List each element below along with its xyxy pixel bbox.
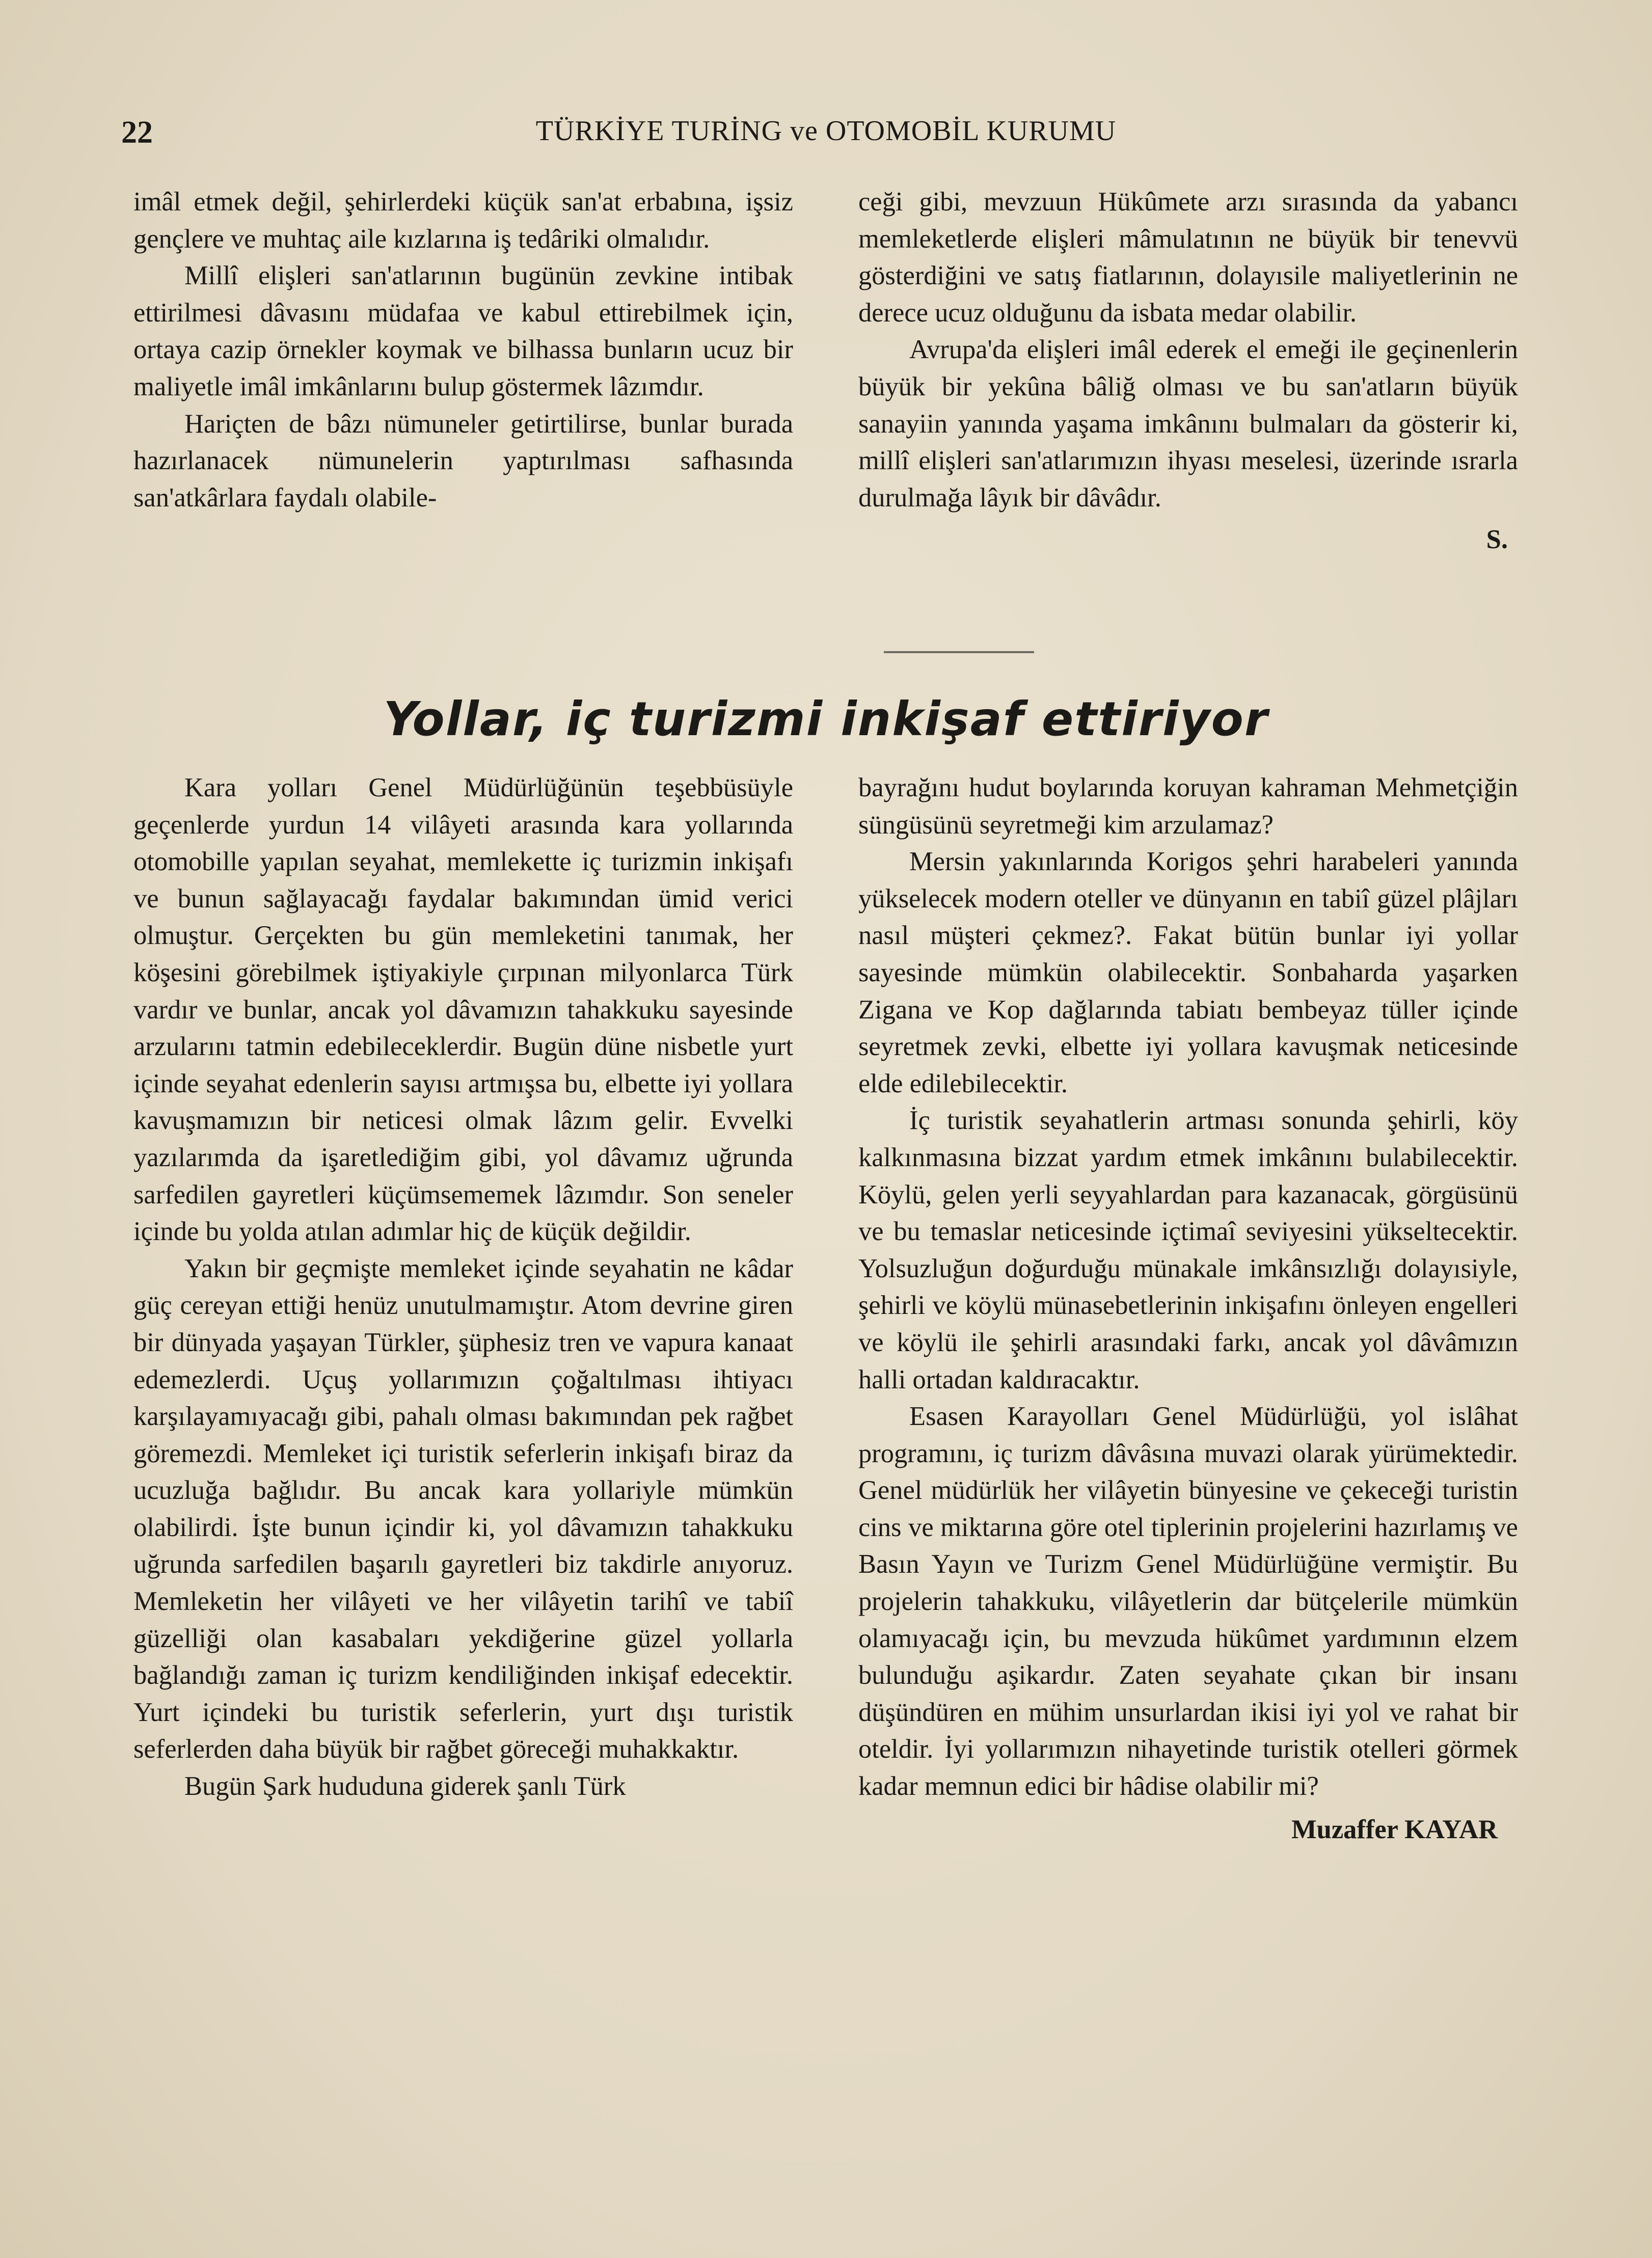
paragraph: Esasen Karayolları Genel Müdürlüğü, yol islâhat programını, iç turizm dâvâsına muvazi olarak yürümektedir. Genel müdürlük her vilâyetin bünyesine ve çekeceği turistin cins ve miktarına göre otel tiplerinin projelerini hazırlamış ve Basın Yayın ve Turizm Genel Müdürlüğüne vermiştir. Bu projelerin tahakkuku, vilâyetlerin dar bütçelerile mümkün olamıyacağı için, bu mevzuda hükûmet yardımının elzem bulunduğu aşikardır. Zaten seyahate çıkan bir insanı düşündüren en mühim unsurlardan ikisi iyi yol ve rahat bir oteldir. İyi yollarımızın nihayetinde turistik otelleri görmek kadar memnun edici bir hâdise olabilir mi? <box>858 1402 1518 1802</box>
paragraph: ceği gibi, mevzuun Hükûmete arzı sırasında da yabancı memleketlerde elişleri mâmulatının ne büyük bir tenevvü gösterdiğini ve satış fiatlarının, dolayısile maliyetlerinin ne derece ucuz olduğunu da isbata medar olabilir. <box>858 187 1518 328</box>
paragraph: Mersin yakınlarında Korigos şehri harabeleri yanında yükselecek modern oteller ve dünyanın en tabiî güzel plâjları nasıl müşteri çekmez?. Fakat bütün bunlar iyi yollar sayesinde mümkün olabilecektir. Sonbaharda yaşarken Zigana ve Kop dağlarında tabiatı bembeyaz tüller içinde seyretmek zevki, elbette iyi yollara kavuşmak neticesinde elde edilebilecektir. <box>858 847 1518 1098</box>
paragraph: Kara yolları Genel Müdürlüğünün teşebbüsüyle geçenlerde yurdun 14 vilâyeti arasında kara yollarında otomobille yapılan seyahat, memlekette iç turizmin inkişafı ve bunun sağlayacağı faydalar bakımından ümid verici olmuştur. Gerçekten bu gün memleketini tanımak, her köşesini görebilmek iştiyakiyle çırpınan milyonlarca Türk vardır ve bunlar, ancak yol dâvamızın tahakkuku sayesinde arzularını tatmin edebileceklerdir. Bugün düne nisbetle yurt içinde seyahat edenlerin sayısı artmışsa bu, elbette iyi yollara kavuşmamızın bir neticesi olmak lâzım gelir. Evvelki yazılarımda da işaretlediğim gibi, yol dâvamız uğrunda sarfedilen gayretleri küçümsememek lâzımdır. Son seneler içinde bu yolda atılan adımlar hiç de küçük değildir. <box>133 773 793 1247</box>
author-byline: Muzaffer KAYAR <box>1291 1814 1498 1844</box>
article-title: Yollar, iç turizmi inkişaf ettiriyor <box>383 692 1269 746</box>
paragraph: Avrupa'da elişleri imâl ederek el emeği ile geçinenlerin büyük bir yekûna bâliğ olması ve bu san'atların büyük sanayiin yanında yaşama imkânını bulmaları da gösterir ki, millî elişleri san'atlarımızın ihyası meselesi, üzerinde ısrarla durulmağa lâyık bir dâvâdır. <box>858 335 1518 513</box>
top-left-column <box>133 183 793 516</box>
signature-initial: S. <box>1486 525 1508 555</box>
paragraph: bayrağını hudut boylarında koruyan kahraman Mehmetçiğin süngüsünü seyretmeği kim arzulamaz? <box>858 773 1518 840</box>
paragraph: Bugün Şark hududuna giderek şanlı Türk <box>184 1771 626 1802</box>
paragraph: imâl etmek değil, şehirlerdeki küçük san'at erbabına, işsiz gençlere ve muhtaç aile kızlarına iş tedâriki olmalıdır. <box>133 187 793 254</box>
top-right-column <box>858 183 1518 558</box>
article-right-column <box>858 769 1518 1848</box>
article-left-column <box>133 769 793 1805</box>
section-divider <box>884 651 1034 653</box>
paragraph: Yakın bir geçmişte memleket içinde seyahatin ne kâdar güç cereyan ettiği henüz unutulmamıştır. Atom devrine giren bir dünyada yaşayan Türkler, şüphesiz tren ve vapura kanaat edemezlerdi. Uçuş yollarımızın çoğaltılması ihtiyacı karşılayamıyacağı gibi, pahalı olması bakımından pek rağbet göremezdi. Memleket içi turistik seferlerin inkişafı biraz da ucuzluğa bağlıdır. Bu ancak kara yollariyle mümkün olabilirdi. İşte bunun içindir ki, yol dâvamızın tahakkuku uğrunda sarfedilen başarılı gayretleri biz takdirle anıyoruz. Memleketin her vilâyeti ve her vilâyetin tarihî ve tabiî güzelliği olan kasabaları yekdiğerine güzel yollarla bağlandığı zaman iç turizm kendiliğinden inkişaf edecektir. Yurt içindeki bu turistik seferlerin, yurt dışı turistik seferlerden daha büyük bir rağbet göreceği muhakkaktır. <box>133 1253 793 1764</box>
paragraph: Hariçten de bâzı nümuneler getirtilirse, bunlar burada hazırlanacek nümunelerin yaptırılması safhasında san'atkârlara faydalı olabile- <box>133 409 793 513</box>
paragraph: İç turistik seyahatlerin artması sonunda şehirli, köy kalkınmasına bizzat yardım etmek imkânını bulabilecektir. Köylü, gelen yerli seyyahlardan para kazanacak, görgüsünü ve bu temaslar neticesinde içtimaî seviyesini yükseltecektir. Yolsuzluğun doğurduğu münakale imkânsızlığı dolayısiyle, şehirli ve köylü münasebetlerinin inkişafını önleyen engelleri ve köylü ile şehirli arasındaki farkı, ancak yol dâvâmızın halli ortadan kaldıracaktır. <box>858 1106 1518 1394</box>
paragraph: Millî elişleri san'atlarının bugünün zevkine intibak ettirilmesi dâvasını müdafaa ve kabul ettirebilmek için, ortaya cazip örnekler koymak ve bilhassa bunların ucuz bir maliyetle imâl imkânlarını bulup göstermek lâzımdır. <box>133 261 793 401</box>
page-number: 22 <box>121 115 153 150</box>
running-header: TÜRKİYE TURİNG ve OTOMOBİL KURUMU <box>535 115 1117 147</box>
